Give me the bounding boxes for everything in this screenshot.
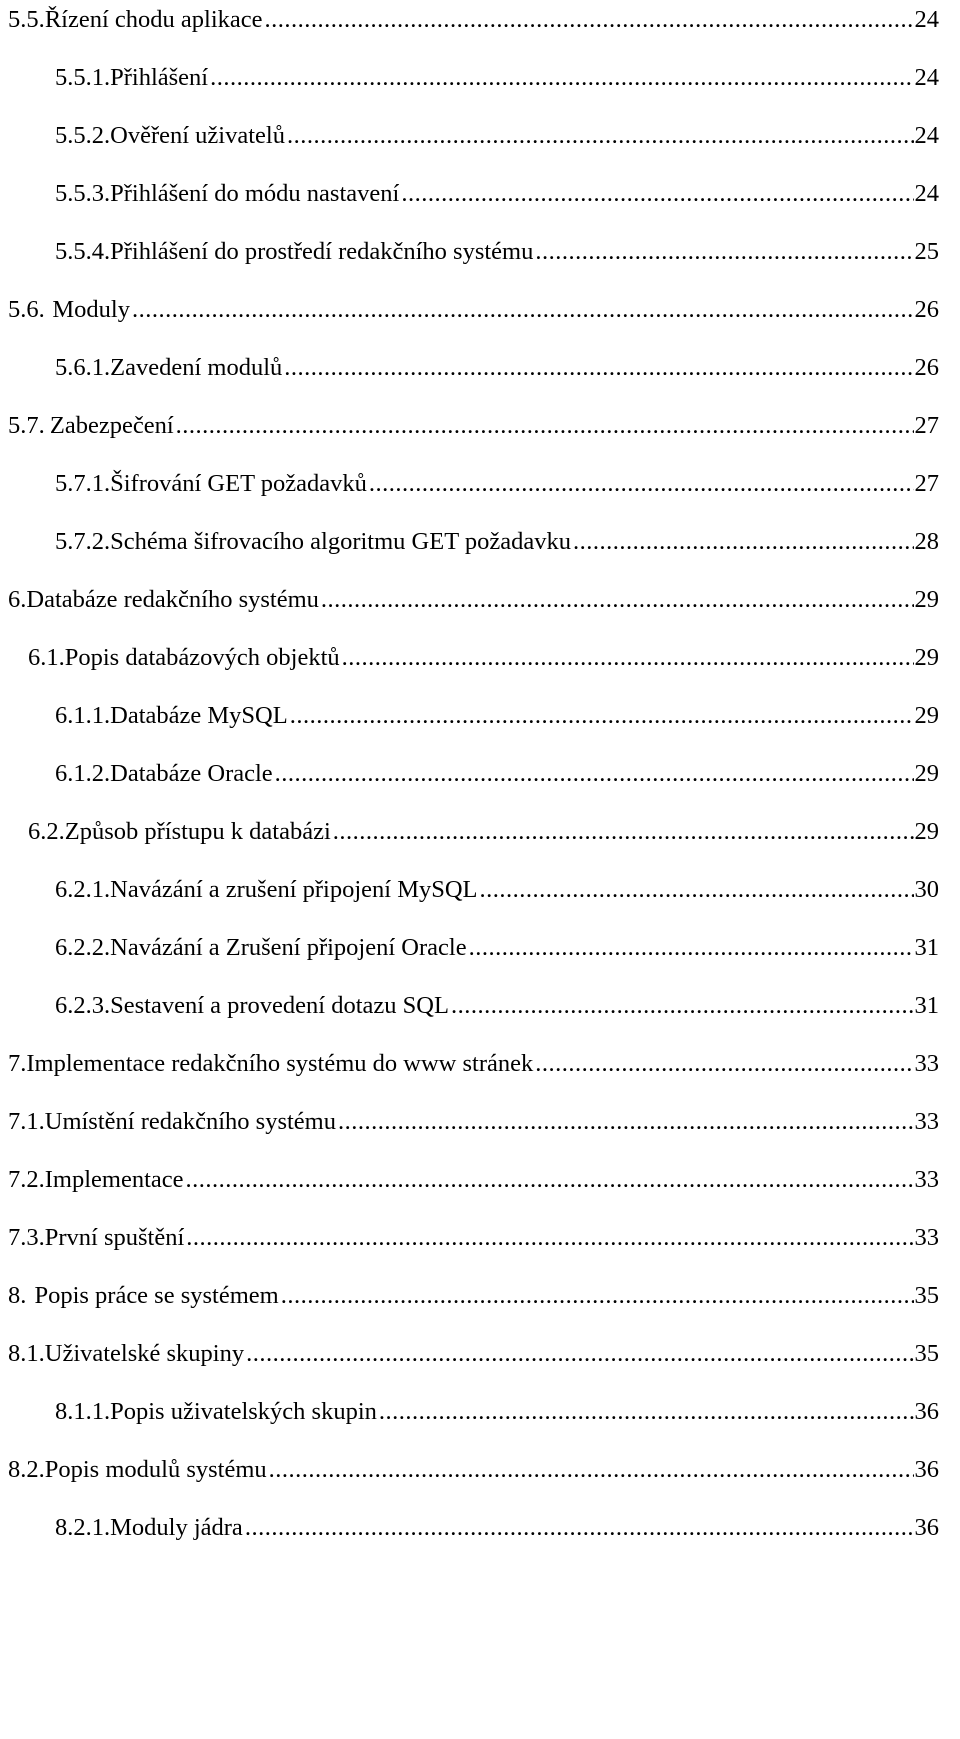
toc-page-number: 29 bbox=[914, 702, 939, 729]
toc-title: Přihlášení bbox=[110, 64, 209, 91]
toc-page-number: 24 bbox=[914, 6, 939, 33]
toc-title: Přihlášení do prostředí redakčního systému bbox=[110, 238, 534, 265]
toc-page-number: 33 bbox=[914, 1108, 939, 1135]
toc-page-number: 33 bbox=[914, 1166, 939, 1193]
toc-number: 5.5.3. bbox=[55, 180, 111, 207]
toc-dot-leader bbox=[333, 812, 914, 852]
toc-entry-6[interactable] bbox=[8, 580, 939, 620]
toc-page-number: 33 bbox=[914, 1224, 939, 1251]
toc-page-number: 35 bbox=[914, 1282, 939, 1309]
toc-number: 5.6.1. bbox=[55, 354, 111, 381]
toc-title: Uživatelské skupiny bbox=[44, 1340, 245, 1367]
toc-entry-6-2[interactable] bbox=[28, 812, 939, 852]
toc-title: Šifrování GET požadavků bbox=[110, 470, 367, 497]
toc-number: 6.1.1. bbox=[55, 702, 111, 729]
toc-entry-8-2-1[interactable] bbox=[55, 1508, 939, 1548]
toc-dot-leader bbox=[451, 986, 914, 1026]
toc-number: 5.5. bbox=[8, 6, 45, 33]
toc-title: Databáze Oracle bbox=[110, 760, 273, 787]
toc-entry-6-1[interactable] bbox=[28, 638, 939, 678]
toc-number: 6.1. bbox=[28, 644, 65, 671]
toc-number: 6. bbox=[8, 586, 27, 613]
toc-entry-5-7[interactable] bbox=[8, 406, 939, 446]
toc-dot-leader bbox=[287, 116, 914, 156]
toc-page-number: 31 bbox=[914, 934, 939, 961]
toc-number: 6.1.2. bbox=[55, 760, 111, 787]
toc-number: 6.2.1. bbox=[55, 876, 111, 903]
toc-page-number: 27 bbox=[914, 412, 939, 439]
toc-entry-5-6-1[interactable] bbox=[55, 348, 939, 388]
toc-title: Schéma šifrovacího algoritmu GET požadavku bbox=[110, 528, 571, 555]
toc-page-number: 26 bbox=[914, 354, 939, 381]
toc-entry-6-2-1[interactable] bbox=[55, 870, 939, 910]
toc-title: Zabezpečení bbox=[49, 412, 174, 439]
toc-number: 6.2.2. bbox=[55, 934, 111, 961]
toc-dot-leader bbox=[284, 348, 913, 388]
toc-entry-5-6[interactable] bbox=[8, 290, 939, 330]
toc-title: Popis databázových objektů bbox=[64, 644, 340, 671]
toc-title: Popis uživatelských skupin bbox=[110, 1398, 377, 1425]
toc-page-number: 29 bbox=[914, 644, 939, 671]
toc-dot-leader bbox=[573, 522, 914, 562]
toc-dot-leader bbox=[281, 1276, 914, 1316]
toc-dot-leader bbox=[338, 1102, 914, 1142]
toc-page-number: 35 bbox=[914, 1340, 939, 1367]
toc-entry-6-1-2[interactable] bbox=[55, 754, 939, 794]
toc-number: 5.5.1. bbox=[55, 64, 111, 91]
toc-entry-5-5[interactable] bbox=[8, 0, 939, 40]
toc-page-number: 29 bbox=[914, 818, 939, 845]
toc-dot-leader bbox=[321, 580, 914, 620]
toc-entry-8-2[interactable] bbox=[8, 1450, 939, 1490]
toc-number: 7.1. bbox=[8, 1108, 45, 1135]
toc-number: 8.1.1. bbox=[55, 1398, 111, 1425]
toc-dot-leader bbox=[176, 406, 914, 446]
toc-number: 7. bbox=[8, 1050, 27, 1077]
toc-page-number: 27 bbox=[914, 470, 939, 497]
toc-dot-leader bbox=[186, 1160, 914, 1200]
toc-title: Moduly bbox=[52, 296, 130, 323]
toc-number: 6.2.3. bbox=[55, 992, 111, 1019]
toc-page-number: 36 bbox=[914, 1514, 939, 1541]
toc-title: Navázání a zrušení připojení MySQL bbox=[110, 876, 478, 903]
toc-page-number: 30 bbox=[914, 876, 939, 903]
toc-title: Databáze MySQL bbox=[110, 702, 288, 729]
toc-dot-leader bbox=[290, 696, 914, 736]
toc-entry-7[interactable] bbox=[8, 1044, 939, 1084]
toc-number: 8.2.1. bbox=[55, 1514, 111, 1541]
toc-entry-5-5-3[interactable] bbox=[55, 174, 939, 214]
toc-entry-6-2-2[interactable] bbox=[55, 928, 939, 968]
toc-number: 5.7. bbox=[8, 412, 45, 439]
toc-entry-8[interactable] bbox=[8, 1276, 939, 1316]
toc-number: 8. bbox=[8, 1282, 27, 1309]
toc-entry-5-7-1[interactable] bbox=[55, 464, 939, 504]
toc-dot-leader bbox=[275, 754, 914, 794]
toc-number: 5.7.2. bbox=[55, 528, 111, 555]
toc-page-number: 28 bbox=[914, 528, 939, 555]
toc-entry-7-3[interactable] bbox=[8, 1218, 939, 1258]
toc-page-number: 31 bbox=[914, 992, 939, 1019]
toc-title: Způsob přístupu k databázi bbox=[64, 818, 331, 845]
toc-entry-5-7-2[interactable] bbox=[55, 522, 939, 562]
toc-title: Zavedení modulů bbox=[110, 354, 283, 381]
toc-page-number: 36 bbox=[914, 1398, 939, 1425]
toc-page-number: 24 bbox=[914, 122, 939, 149]
toc-page-number: 36 bbox=[914, 1456, 939, 1483]
toc-entry-7-1[interactable] bbox=[8, 1102, 939, 1142]
toc-entry-6-2-3[interactable] bbox=[55, 986, 939, 1026]
toc-dot-leader bbox=[245, 1508, 914, 1548]
toc-title: Popis práce se systémem bbox=[34, 1282, 279, 1309]
toc-title: Popis modulů systému bbox=[44, 1456, 267, 1483]
toc-dot-leader bbox=[535, 1044, 913, 1084]
toc-dot-leader bbox=[342, 638, 914, 678]
toc-dot-leader bbox=[469, 928, 914, 968]
toc-title: Implementace bbox=[44, 1166, 184, 1193]
toc-page-number: 24 bbox=[914, 64, 939, 91]
toc-entry-7-2[interactable] bbox=[8, 1160, 939, 1200]
toc-title: Moduly jádra bbox=[110, 1514, 243, 1541]
toc-number: 6.2. bbox=[28, 818, 65, 845]
toc-dot-leader bbox=[535, 232, 913, 272]
toc-entry-5-5-1[interactable] bbox=[55, 58, 939, 98]
toc-title: Přihlášení do módu nastavení bbox=[110, 180, 400, 207]
toc-dot-leader bbox=[265, 0, 914, 40]
toc-title: Sestavení a provedení dotazu SQL bbox=[110, 992, 449, 1019]
toc-number: 5.7.1. bbox=[55, 470, 111, 497]
toc-page-number: 29 bbox=[914, 586, 939, 613]
toc-title: Databáze redakčního systému bbox=[26, 586, 319, 613]
toc-number: 5.5.2. bbox=[55, 122, 111, 149]
toc-dot-leader bbox=[186, 1218, 913, 1258]
toc-number: 8.1. bbox=[8, 1340, 45, 1367]
toc-entry-8-1-1[interactable] bbox=[55, 1392, 939, 1432]
toc-title: Umístění redakčního systému bbox=[44, 1108, 336, 1135]
toc-entry-8-1[interactable] bbox=[8, 1334, 939, 1374]
toc-page-number: 25 bbox=[914, 238, 939, 265]
toc-title: Implementace redakčního systému do www stránek bbox=[26, 1050, 534, 1077]
toc-number: 7.2. bbox=[8, 1166, 45, 1193]
toc-dot-leader bbox=[401, 174, 913, 214]
toc-entry-6-1-1[interactable] bbox=[55, 696, 939, 736]
toc-page-number: 26 bbox=[914, 296, 939, 323]
toc-dot-leader bbox=[269, 1450, 914, 1490]
toc-title: Ověření uživatelů bbox=[110, 122, 285, 149]
toc-page-number: 24 bbox=[914, 180, 939, 207]
toc-title: Řízení chodu aplikace bbox=[44, 6, 263, 33]
toc-dot-leader bbox=[369, 464, 914, 504]
toc-number: 5.5.4. bbox=[55, 238, 111, 265]
toc-entry-5-5-2[interactable] bbox=[55, 116, 939, 156]
toc-number: 5.6. bbox=[8, 296, 45, 323]
toc-dot-leader bbox=[210, 58, 913, 98]
toc-page-number: 29 bbox=[914, 760, 939, 787]
toc-number: 8.2. bbox=[8, 1456, 45, 1483]
toc-dot-leader bbox=[379, 1392, 914, 1432]
toc-page-number: 33 bbox=[914, 1050, 939, 1077]
toc-entry-5-5-4[interactable] bbox=[55, 232, 939, 272]
toc-dot-leader bbox=[480, 870, 914, 910]
toc-dot-leader bbox=[132, 290, 914, 330]
toc-title: Navázání a Zrušení připojení Oracle bbox=[110, 934, 467, 961]
toc-title: První spuštění bbox=[44, 1224, 185, 1251]
toc-number: 7.3. bbox=[8, 1224, 45, 1251]
toc-dot-leader bbox=[246, 1334, 913, 1374]
